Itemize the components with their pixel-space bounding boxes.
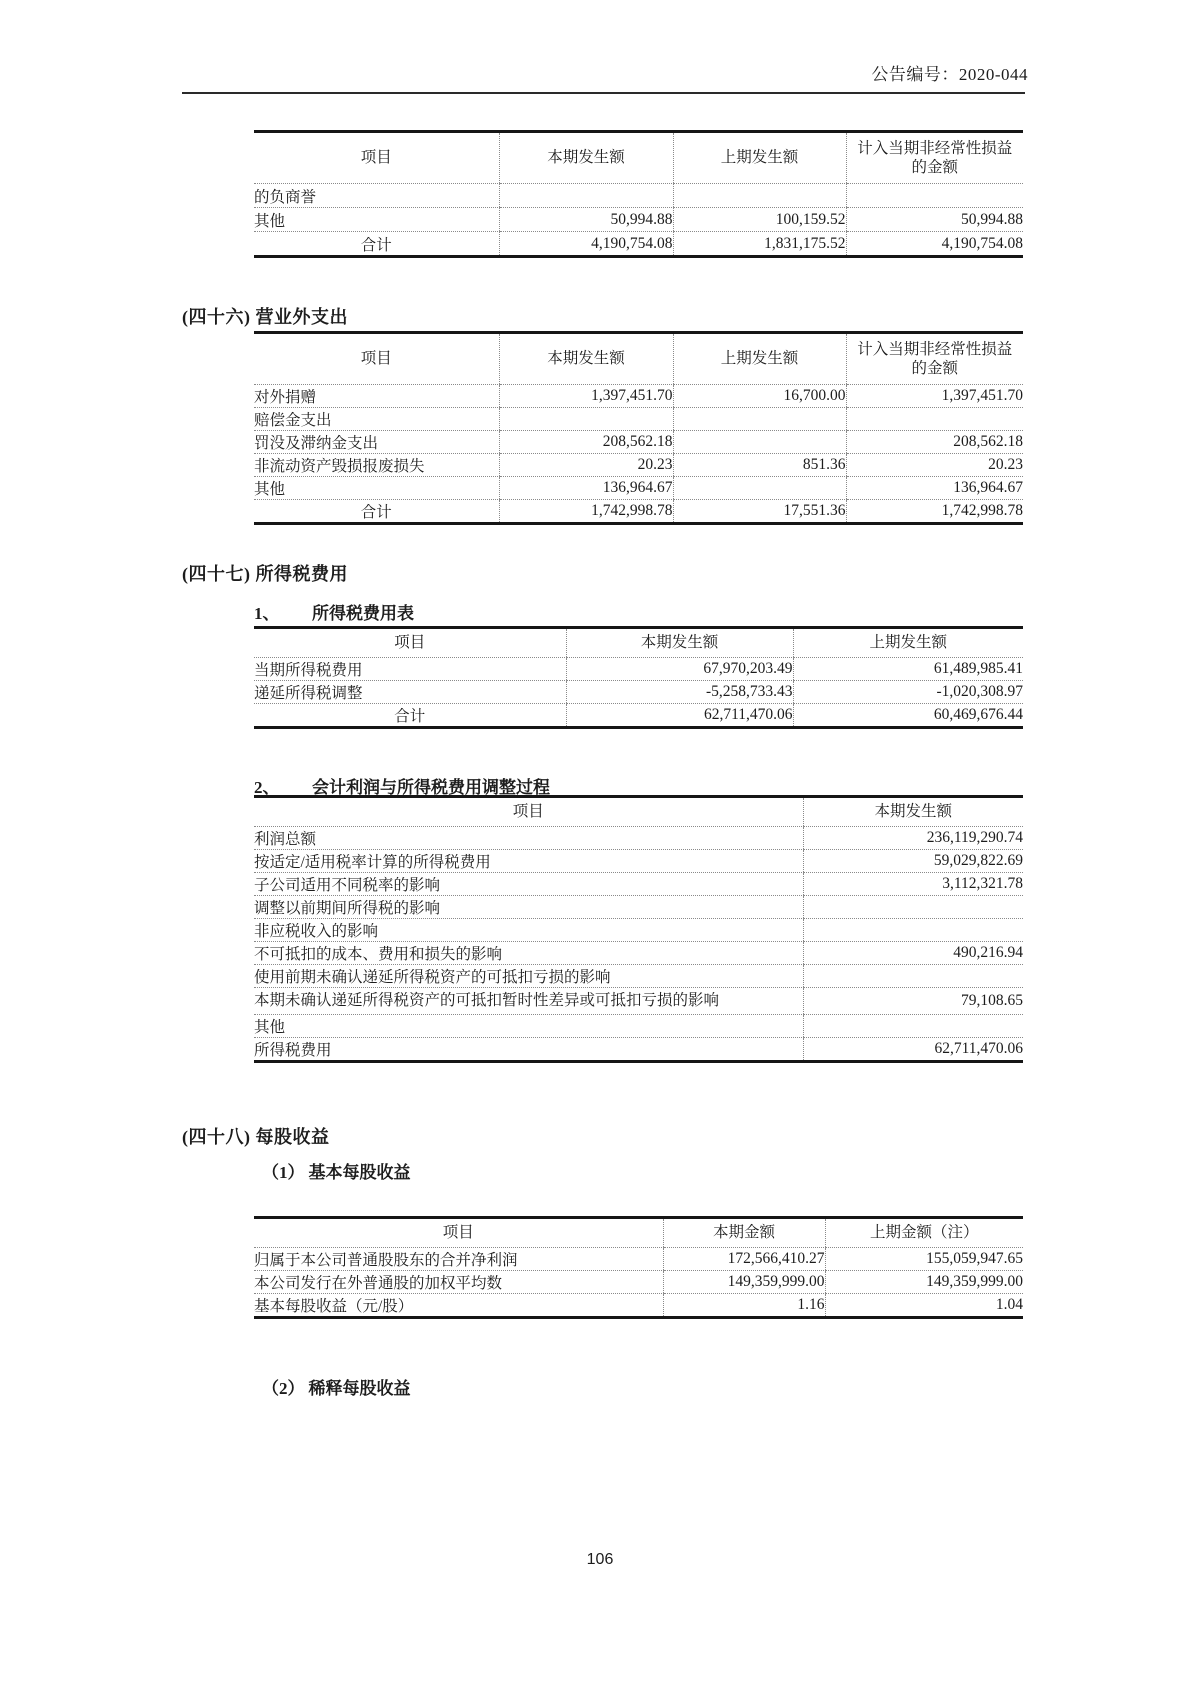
cell-value: 3,112,321.78 [803,873,1023,896]
cell-value: 1.04 [825,1294,1023,1318]
cell-value [803,896,1023,919]
row-label [254,988,803,1015]
cell-value: 155,059,947.65 [825,1248,1023,1271]
cell-value: 1.16 [663,1294,825,1318]
row-label: 子公司适用不同税率的影响 [254,873,803,896]
row-label: 递延所得税调整 [254,681,566,704]
header-rule [182,92,1025,94]
table-row [254,1014,1023,1037]
row-label: 其他 [254,477,499,500]
cell-value: 149,359,999.00 [663,1271,825,1294]
subheading-text: 稀释每股收益 [308,1379,411,1398]
cell-value: 17,551.36 [673,500,846,524]
cell-value: 59,029,822.69 [803,850,1023,873]
column-header: 本期发生额 [499,333,673,385]
table-row [254,658,1023,681]
cell-value: 100,159.52 [673,208,846,232]
table-row [254,184,1023,208]
table-row [254,681,1023,704]
column-header: 计入当期非经常性损益的金额 [846,333,1023,385]
cell-value: 851.36 [673,454,846,477]
column-header: 本期金额 [663,1218,825,1248]
column-header: 本期发生额 [499,132,673,184]
row-label: 调整以前期间所得税的影响 [254,896,803,919]
cell-value: -1,020,308.97 [793,681,1023,704]
cell-value: 1,742,998.78 [499,500,673,524]
cell-value: 4,190,754.08 [846,232,1023,257]
cell-value: 149,359,999.00 [825,1271,1023,1294]
table-row [254,1248,1023,1271]
page-number: 106 [586,1551,614,1568]
column-header: 上期发生额 [793,628,1023,658]
table-row [254,850,1023,873]
header-row [254,797,1023,827]
section-heading-48: (四十八) 每股收益 [182,1127,330,1147]
cell-value: 20.23 [846,454,1023,477]
row-label: 合计 [254,232,499,257]
row-label: 不可抵扣的成本、费用和损失的影响 [254,942,803,965]
row-label: 按适定/适用税率计算的所得税费用 [254,850,803,873]
row-label: 归属于本公司普通股股东的合并净利润 [254,1248,663,1271]
column-header: 项目 [254,333,499,385]
cell-value [499,408,673,431]
row-label: 其他 [254,208,499,232]
table-row [254,1294,1023,1318]
non-operating-expenses-table [254,331,1023,525]
subheading-number: （1） [262,1163,305,1182]
cell-value: 208,562.18 [846,431,1023,454]
column-header: 项目 [254,132,499,184]
cell-value: 79,108.65 [803,988,1023,1015]
cell-value [499,184,673,208]
table-row [254,385,1023,408]
cell-value: 136,964.67 [499,477,673,500]
cell-value: 62,711,470.06 [566,704,793,728]
section-heading-46: (四十六) 营业外支出 [182,307,348,327]
cell-value: 20.23 [499,454,673,477]
table-row [254,704,1023,728]
cell-value: 490,216.94 [803,942,1023,965]
row-label: 合计 [254,500,499,524]
cell-value [803,1014,1023,1037]
table-row [254,1037,1023,1061]
income-tax-expense-table [254,626,1023,729]
row-label: 赔偿金支出 [254,408,499,431]
subheading-number: 1、 [254,604,280,623]
cell-value [803,965,1023,988]
row-label: 本公司发行在外普通股的加权平均数 [254,1271,663,1294]
cell-value: 208,562.18 [499,431,673,454]
column-header: 项目 [254,797,803,827]
column-header: 本期发生额 [566,628,793,658]
cell-value [673,408,846,431]
row-label: 其他 [254,1014,803,1037]
row-label: 对外捐赠 [254,385,499,408]
subheading-diluted-eps [262,1374,411,1399]
column-header: 上期发生额 [673,333,846,385]
row-label: 非应税收入的影响 [254,919,803,942]
cell-value: 61,489,985.41 [793,658,1023,681]
cell-value [673,184,846,208]
column-header: 计入当期非经常性损益的金额 [846,132,1023,184]
row-label: 合计 [254,704,566,728]
row-label: 基本每股收益（元/股） [254,1294,663,1318]
table-row [254,919,1023,942]
table-row [254,942,1023,965]
subheading-text: 所得税费用表 [312,604,414,623]
cell-value: 50,994.88 [846,208,1023,232]
header-row [254,628,1023,658]
subheading-basic-eps [262,1158,411,1183]
row-label: 非流动资产毁损报废损失 [254,454,499,477]
non-operating-income-table-continued [254,130,1023,258]
cell-value: 136,964.67 [846,477,1023,500]
table-row [254,208,1023,232]
accounting-profit-tax-adjustment-table [254,795,1023,1063]
table-row [254,873,1023,896]
table-row [254,431,1023,454]
table-row [254,408,1023,431]
announcement-number: 公告编号：2020-044 [871,65,1028,84]
subheading-text: 基本每股收益 [308,1163,411,1182]
basic-eps-table [254,1216,1023,1319]
cell-value: 16,700.00 [673,385,846,408]
subheading-income-tax-table [254,599,414,624]
subheading-text: 会计利润与所得税费用调整过程 [312,778,550,797]
cell-value [846,408,1023,431]
cell-value: 60,469,676.44 [793,704,1023,728]
cell-value: 50,994.88 [499,208,673,232]
cell-value [846,184,1023,208]
column-header: 本期发生额 [803,797,1023,827]
row-label: 所得税费用 [254,1037,803,1061]
column-header: 项目 [254,628,566,658]
column-header: 上期发生额 [673,132,846,184]
header-row [254,132,1023,184]
cell-value [673,477,846,500]
cell-value: 1,831,175.52 [673,232,846,257]
cell-value [673,431,846,454]
cell-value: 1,742,998.78 [846,500,1023,524]
row-label-text: 本期未确认递延所得税资产的可抵扣暂时性差异或可抵扣亏损的影响 [254,992,720,1009]
subheading-number: 2、 [254,778,280,797]
row-label: 罚没及滞纳金支出 [254,431,499,454]
cell-value: 236,119,290.74 [803,827,1023,850]
cell-value: 1,397,451.70 [846,385,1023,408]
table-row [254,965,1023,988]
cell-value: 4,190,754.08 [499,232,673,257]
subheading-number: （2） [262,1379,305,1398]
row-label: 利润总额 [254,827,803,850]
table-row [254,896,1023,919]
cell-value: 1,397,451.70 [499,385,673,408]
row-label: 使用前期未确认递延所得税资产的可抵扣亏损的影响 [254,965,803,988]
header-row [254,333,1023,385]
cell-value: 172,566,410.27 [663,1248,825,1271]
cell-value: -5,258,733.43 [566,681,793,704]
row-label: 当期所得税费用 [254,658,566,681]
table-row [254,500,1023,524]
row-label: 的负商誉 [254,184,499,208]
column-header: 项目 [254,1218,663,1248]
cell-value: 62,711,470.06 [803,1037,1023,1061]
table-row [254,477,1023,500]
cell-value [803,919,1023,942]
cell-value: 67,970,203.49 [566,658,793,681]
header-row [254,1218,1023,1248]
table-row [254,454,1023,477]
table-row [254,988,1023,1015]
table-row [254,232,1023,257]
table-row [254,1271,1023,1294]
section-heading-47: (四十七) 所得税费用 [182,564,348,584]
table-row [254,827,1023,850]
column-header: 上期金额（注） [825,1218,1023,1248]
